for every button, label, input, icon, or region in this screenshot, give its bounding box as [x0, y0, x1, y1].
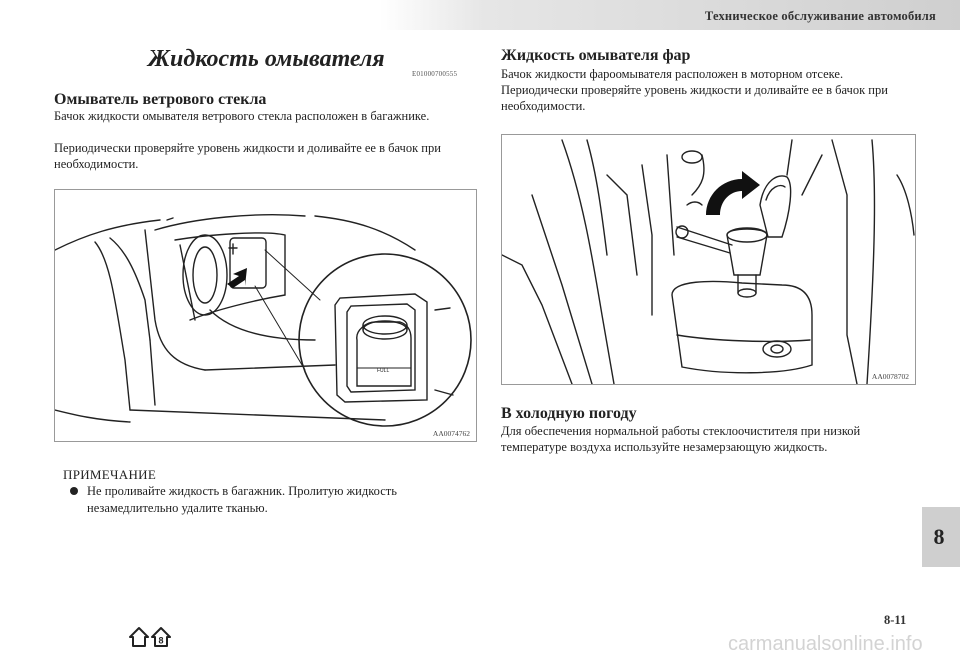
note-item [70, 483, 470, 517]
windshield-figure-code: AA0074762 [432, 429, 470, 438]
chapter-tab[interactable] [922, 507, 960, 567]
bullet-icon [70, 487, 78, 495]
windshield-text-location: Бачок жидкости омывателя ветрового стекла расположен в багажнике. [54, 109, 430, 123]
nav-icons [128, 626, 174, 653]
headlamp-reservoir-figure [501, 134, 916, 385]
header-title: Техническое обслуживание автомобиля [704, 9, 936, 23]
page-header [380, 0, 960, 30]
engine-bay-illustration [502, 135, 915, 384]
section-title: Жидкость омывателя [148, 46, 385, 72]
headlamp-figure-code: AA0078702 [871, 372, 909, 381]
cold-weather-heading: В холодную погоду [501, 405, 637, 422]
open-cap-arrow-icon [706, 171, 760, 215]
nav-icons-svg [128, 626, 174, 648]
headlamp-text: Бачок жидкости фароомывателя расположен в моторном отсеке. Периодически проверяйте уровень жидкости и доливайте ее в бачок при необходимости. [501, 67, 888, 113]
headlamp-heading: Жидкость омывателя фар [501, 47, 691, 64]
trunk-edge [95, 242, 130, 410]
windshield-text-check: Периодически проверяйте уровень жидкости и доливайте ее в бачок при необходимости. [54, 141, 441, 171]
chapter-number: 8 [933, 524, 945, 549]
note-title: ПРИМЕЧАНИЕ [63, 467, 157, 482]
full-mark: FULL [377, 368, 390, 374]
section-code: E01000700555 [412, 70, 458, 78]
chapter-home-label: 8 [158, 635, 164, 646]
trunk-illustration [55, 190, 476, 441]
windshield-reservoir-figure [54, 189, 477, 442]
windshield-heading: Омыватель ветрового стекла [54, 91, 267, 108]
watermark: carmanualsonline.info [728, 633, 923, 655]
note-text: Не проливайте жидкость в багажник. Пролитую жидкость незамедлительно удалите тканью. [87, 484, 397, 515]
body-line [55, 220, 160, 250]
page-number: 8-11 [884, 613, 907, 627]
cold-weather-text: Для обеспечения нормальной работы стеклоочистителя при низкой температуре воздуха используйте незамерзающую жидкость. [501, 424, 861, 454]
chapter-home-icon[interactable] [152, 628, 170, 646]
home-icon[interactable] [130, 628, 148, 646]
